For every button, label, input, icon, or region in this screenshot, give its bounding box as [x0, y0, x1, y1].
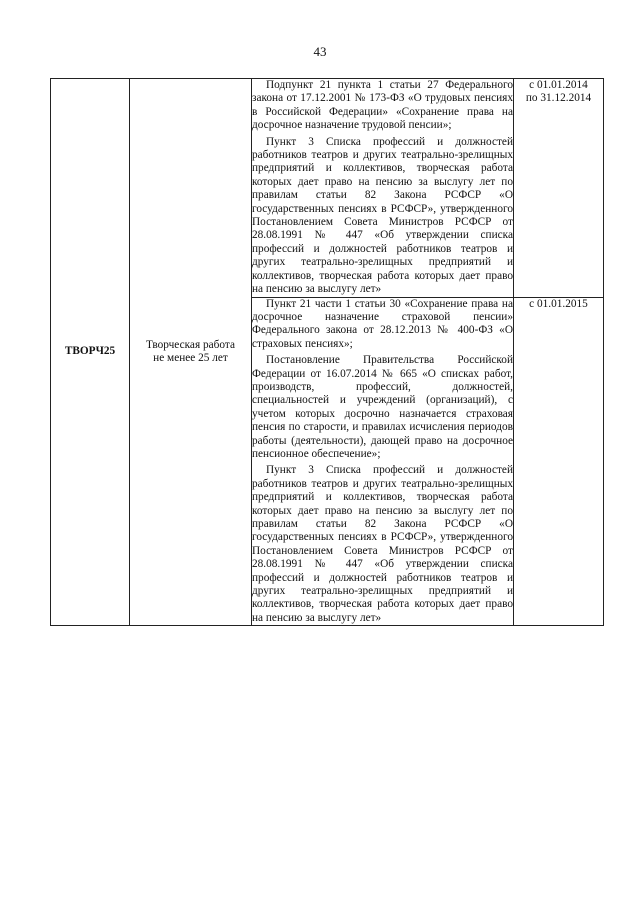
description-cell: [130, 79, 252, 626]
period-start: с 01.01.2015: [529, 297, 588, 310]
description-line: не менее 25 лет: [153, 352, 228, 365]
legal-paragraph: Пункт 21 части 1 статьи 30 «Сохранение права на досрочное назначение страховой пенсии» Федерального закона от 28.12.2013 № 400-ФЗ «О страховых пенсиях»;: [252, 297, 513, 350]
period-cell: [514, 79, 604, 298]
period-end: по 31.12.2014: [525, 92, 592, 105]
period-cell: [514, 297, 604, 626]
description-line: Творческая работа: [146, 338, 235, 351]
legal-paragraph: Подпункт 21 пункта 1 статьи 27 Федерального закона от 17.12.2001 № 173-ФЗ «О трудовых пенсиях в Российской Федерации» «Сохранение права на досрочное назначение трудовой пенсии»;: [252, 79, 513, 132]
period-start: с 01.01.2014: [529, 79, 588, 91]
page-number: 43: [313, 44, 327, 59]
legal-basis-cell: [252, 79, 514, 298]
legal-paragraph: Пункт 3 Списка профессий и должностей работников театров и других театрально-зрелищных предприятий и коллективов, творческая работа которых дает право на пенсию за выслугу лет по правилам статьи 82 Закона РСФСР «О государственных пенсиях в РСФСР», утвержденного Постановлением Совета Министров РСФСР от 28.08.1991 № 447 «Об утверждении списка профессий и должностей работников театров и других театрально-зрелищных предприятий и коллективов, творческая работа которых дает право на пенсию за выслугу лет»: [252, 135, 513, 296]
periods-table: [50, 78, 604, 626]
code-cell: [51, 79, 130, 626]
legal-basis-cell: [252, 297, 514, 626]
work-code: ТВОРЧ25: [64, 345, 116, 358]
legal-paragraph: Пункт 3 Списка профессий и должностей работников театров и других театрально-зрелищных предприятий и коллективов, творческая работа которых дает право на пенсию за выслугу лет по правилам статьи 82 Закона РСФСР «О государственных пенсиях в РСФСР», утвержденного Постановлением Совета Министров РСФСР от 28.08.1991 № 447 «Об утверждении списка профессий и должностей работников театров и других театрально-зрелищных предприятий и коллективов, творческая работа которых дает право на пенсию за выслугу лет»: [252, 464, 513, 624]
legal-paragraph: Постановление Правительства Российской Федерации от 16.07.2014 № 665 «О списках работ, производств, профессий, должностей, специальностей и учреждений (организаций), с учетом которых досрочно назначается страховая пенсия по старости, и правилах исчисления периодов работы (деятельности), дающей право на досрочное пенсионное обеспечение»;: [252, 354, 513, 460]
table-row: [51, 79, 604, 298]
